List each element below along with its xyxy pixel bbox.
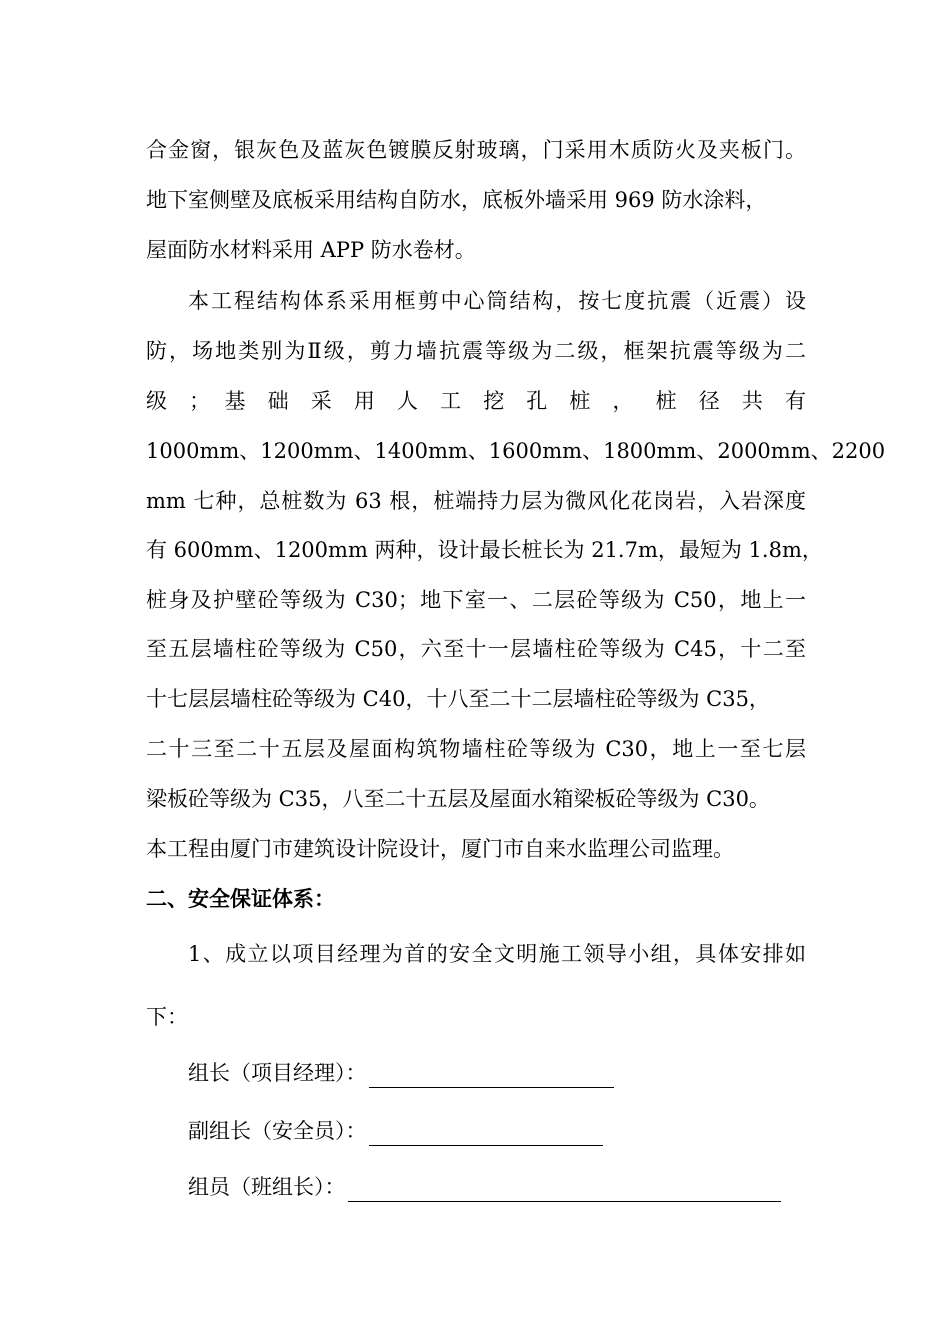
field-deputy-leader-blank[interactable] [369, 1123, 603, 1146]
field-deputy-leader-label: 副组长（安全员）： [188, 1119, 367, 1143]
paragraph-2-line-12: 本工程由厦门市建筑设计院设计，厦门市自来水监理公司监理。 [146, 837, 734, 861]
paragraph-2-line-4: 1000mm、1200mm、1400mm、1600mm、1800mm、2000mm、2200 [146, 439, 886, 463]
section-heading: 二、安全保证体系： [146, 886, 335, 911]
paragraph-2-line-11: 梁板砼等级为 C35，八至二十五层及屋面水箱梁板砼等级为 C30。 [146, 787, 770, 811]
field-deputy-leader [188, 1116, 603, 1146]
field-members-blank[interactable] [348, 1179, 781, 1202]
paragraph-1-line-1: 合金窗，银灰色及蓝灰色镀膜反射玻璃，门采用木质防火及夹板门。 [146, 138, 806, 162]
item-1-line-1: 1、成立以项目经理为首的安全文明施工领导小组，具体安排如 [188, 942, 806, 966]
paragraph-1-line-3: 屋面防水材料采用 APP 防水卷材。 [146, 238, 476, 262]
field-leader [188, 1058, 614, 1088]
field-leader-blank[interactable] [369, 1065, 614, 1088]
paragraph-2-line-2: 防，场地类别为Ⅱ级，剪力墙抗震等级为二级，框架抗震等级为二 [146, 339, 806, 363]
paragraph-2-line-7: 桩身及护壁砼等级为 C30；地下室一、二层砼等级为 C50，地上一 [146, 588, 806, 612]
field-members [188, 1172, 781, 1202]
paragraph-2-line-8: 至五层墙柱砼等级为 C50，六至十一层墙柱砼等级为 C45，十二至 [146, 637, 806, 661]
paragraph-2-line-6: 有 600mm、1200mm 两种，设计最长桩长为 21.7m，最短为 1.8m， [146, 538, 823, 562]
paragraph-2-line-5: mm 七种，总桩数为 63 根，桩端持力层为微风化花岗岩，入岩深度 [146, 489, 806, 513]
paragraph-2-line-10: 二十三至二十五层及屋面构筑物墙柱砼等级为 C30，地上一至七层 [146, 737, 806, 761]
field-members-label: 组员（班组长）： [188, 1175, 346, 1199]
paragraph-2-line-1: 本工程结构体系采用框剪中心筒结构，按七度抗震（近震）设 [188, 289, 806, 313]
field-leader-label: 组长（项目经理）： [188, 1061, 367, 1085]
paragraph-2-line-9: 十七层层墙柱砼等级为 C40，十八至二十二层墙柱砼等级为 C35， [146, 687, 770, 711]
item-1-line-2: 下： [146, 1005, 188, 1029]
paragraph-2-line-3: 级 ； 基 础 采 用 人 工 挖 孔 桩 ， 桩 径 共 有 [146, 389, 806, 413]
paragraph-1-line-2: 地下室侧壁及底板采用结构自防水，底板外墙采用 969 防水涂料， [146, 188, 767, 212]
